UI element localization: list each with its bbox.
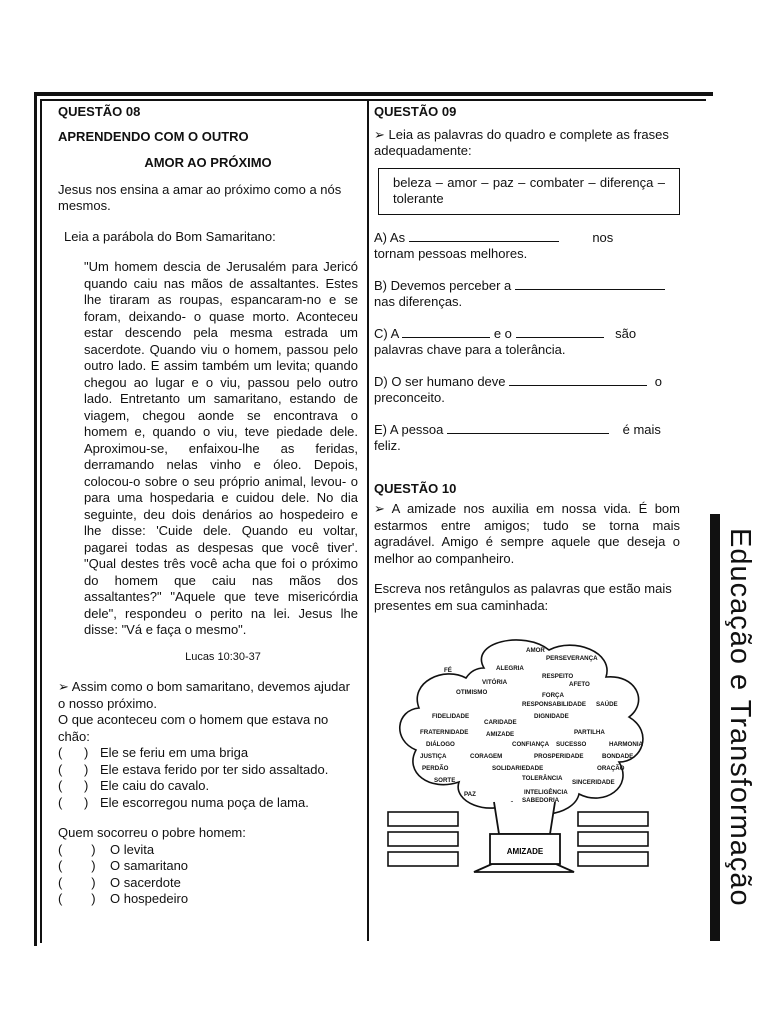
fill-c-line2: palavras chave para a tolerância. bbox=[374, 342, 566, 357]
fill-item-b bbox=[374, 277, 680, 311]
option-text: O sacerdote bbox=[110, 874, 181, 890]
fill-d-blank[interactable] bbox=[509, 373, 647, 386]
tree-word: AFETO bbox=[569, 681, 590, 688]
q08-options-1 bbox=[58, 745, 358, 811]
tree-word: SORTE bbox=[434, 777, 456, 784]
fill-d-suffix: o bbox=[654, 373, 662, 389]
tree-word: SUCESSO bbox=[556, 741, 587, 748]
option-item[interactable]: ( ) Ele escorregou numa poça de lama. bbox=[58, 794, 309, 810]
option-text: O levita bbox=[110, 841, 155, 857]
q08-question-2: Quem socorreu o pobre homem: bbox=[58, 825, 246, 840]
answer-box[interactable] bbox=[388, 832, 458, 846]
q08-parable: "Um homem descia de Jerusalém para Jericó quando caiu nas mãos de assaltantes. Estes lhe tiraram as roupas, espancaram-no e se foram, deixando- o quase morto. Aconteceu estar descendo pela mesma estrada um sacerdote. Quando viu o homem, passou pelo outro lado. E assim também um levita; quando chegou ao lugar e o viu, passou pelo outro lado. Entretanto um samaritano, estando de viagem, chegou aonde se encontrava o homem e, quando o viu, teve piedade dele. Aproximou-se, enfaixou-lhe as feridas, derramando nelas vinho e óleo. Depois, colocou-o sobre o seu próprio animal, levou- o para uma hospedaria e cuidou dele. No dia seguinte, deu dois denários ao hospedeiro e lhe disse: 'Cuide dele. Quando eu voltar, pagarei todas as despesas que você tiver'. "Qual destes três você acha que foi o próximo do homem que caiu nas mãos dos assaltantes?" "Aquele que teve misericórdia dele", respondeu o perito na lei. Jesus lhe disse: "Vá e faça o mesmo". bbox=[84, 259, 358, 637]
question-09-10-column bbox=[374, 104, 680, 884]
fill-d-line2: preconceito. bbox=[374, 390, 445, 405]
answer-box[interactable] bbox=[578, 812, 648, 826]
side-title-text: Educação e Transformação bbox=[724, 528, 756, 907]
answer-box[interactable] bbox=[388, 812, 458, 826]
fill-c-blank-1[interactable] bbox=[402, 325, 490, 338]
tree-word: SINCERIDADE bbox=[572, 779, 615, 786]
q08-options-2 bbox=[58, 842, 358, 908]
option-text: Ele escorregou numa poça de lama. bbox=[100, 794, 309, 810]
q10-text: ➢ A amizade nos auxilia em nossa vida. É bom estarmos entre amigos; tudo se torna mais agradável. Amigo é sempre aquele que deseja o melhor ao companheiro. bbox=[374, 501, 680, 566]
q08-question-1: O que aconteceu com o homem que estava no chão: bbox=[58, 712, 329, 744]
tree-word: TOLERÂNCIA bbox=[522, 775, 563, 782]
tree-word: PAZ bbox=[464, 791, 476, 798]
tree-word: BONDADE bbox=[602, 753, 634, 760]
fill-item-d bbox=[374, 373, 680, 407]
word-box bbox=[378, 168, 680, 215]
answer-box[interactable] bbox=[388, 852, 458, 866]
option-item[interactable]: ( ) Ele caiu do cavalo. bbox=[58, 778, 210, 793]
tree-word: RESPEITO bbox=[542, 673, 574, 680]
fill-c-prefix: C) A bbox=[374, 325, 399, 341]
question-08-column bbox=[58, 104, 358, 908]
option-text: O hospedeiro bbox=[110, 891, 189, 906]
q09-instruction: ➢ Leia as palavras do quadro e complete as frases adequadamente: bbox=[374, 126, 669, 158]
fill-b-prefix: B) Devemos perceber a bbox=[374, 277, 512, 293]
tree-word: FIDELIDADE bbox=[432, 713, 470, 720]
option-item[interactable]: ( ) Ele se feriu em uma briga bbox=[58, 745, 249, 760]
tree-word: AMIZADE bbox=[486, 731, 515, 738]
fill-e-blank[interactable] bbox=[447, 421, 609, 434]
trunk-label: AMIZADE bbox=[506, 847, 544, 856]
tree-word: ALEGRIA bbox=[496, 665, 524, 672]
option-item[interactable]: ( ) O hospedeiro bbox=[58, 891, 189, 906]
q10-heading: QUESTÃO 10 bbox=[374, 480, 457, 496]
q10-instruction: Escreva nos retângulos as palavras que estão mais presentes em sua caminhada: bbox=[374, 581, 672, 613]
fill-item-c bbox=[374, 325, 680, 359]
tree-word: SOLIDARIEDADE bbox=[492, 765, 544, 772]
tree-word: PARTILHA bbox=[574, 729, 605, 736]
fill-a-suffix: nos bbox=[592, 229, 614, 245]
tree-word: PERSEVERANÇA bbox=[546, 655, 598, 662]
tree-word: DIGNIDADE bbox=[534, 713, 569, 720]
q09-heading: QUESTÃO 09 bbox=[374, 104, 457, 119]
q08-intro: Jesus nos ensina a amar ao próximo como a nós mesmos. bbox=[58, 181, 342, 213]
friendship-tree-illustration bbox=[374, 622, 674, 884]
q08-lead: Leia a parábola do Bom Samaritano: bbox=[64, 228, 276, 244]
tree-word: HARMONIA bbox=[609, 741, 644, 748]
tree-word: DIÁLOGO bbox=[426, 741, 455, 748]
option-text: Ele caiu do cavalo. bbox=[100, 778, 210, 793]
tree-word: VITÓRIA bbox=[482, 679, 508, 686]
tree-word: CORAGEM bbox=[470, 753, 503, 760]
fill-item-a bbox=[374, 229, 680, 263]
fill-b-line2: nas diferenças. bbox=[374, 294, 463, 309]
fill-c-blank-2[interactable] bbox=[516, 325, 604, 338]
fill-d-prefix: D) O ser humano deve bbox=[374, 373, 506, 389]
fill-b-blank[interactable] bbox=[515, 277, 665, 290]
option-item[interactable]: ( ) O samaritano bbox=[58, 858, 189, 873]
option-text: O samaritano bbox=[110, 858, 189, 873]
q08-heading: QUESTÃO 08 bbox=[58, 104, 141, 119]
fill-a-line2: tornam pessoas melhores. bbox=[374, 246, 528, 261]
tree-word: FRATERNIDADE bbox=[420, 729, 469, 736]
fill-c-mid: e o bbox=[493, 325, 512, 341]
tree-word: OTIMISMO bbox=[456, 689, 488, 696]
tree-word: SABEDORIA bbox=[522, 797, 560, 804]
fill-item-e bbox=[374, 421, 680, 455]
q08-task: ➢ Assim como o bom samaritano, devemos ajudar o nosso próximo. bbox=[58, 679, 350, 711]
option-item[interactable]: ( ) O sacerdote bbox=[58, 874, 181, 890]
tree-word: CARIDADE bbox=[484, 719, 517, 726]
fill-a-blank[interactable] bbox=[409, 229, 559, 242]
tree-word: PROSPERIDADE bbox=[534, 753, 584, 760]
fill-e-prefix: E) A pessoa bbox=[374, 421, 444, 437]
side-title bbox=[722, 528, 762, 948]
answer-box[interactable] bbox=[578, 832, 648, 846]
answer-box[interactable] bbox=[578, 852, 648, 866]
fill-a-prefix: A) As bbox=[374, 229, 406, 245]
fill-e-line2: feliz. bbox=[374, 438, 401, 453]
q08-reference: Lucas 10:30-37 bbox=[185, 650, 261, 663]
option-text: Ele se feriu em uma briga bbox=[100, 745, 249, 760]
tree-word: RESPONSABILIDADE bbox=[522, 701, 586, 708]
option-text: Ele estava ferido por ter sido assaltado. bbox=[100, 761, 329, 777]
fill-e-suffix: é mais bbox=[622, 421, 661, 437]
word-box-text: beleza – amor – paz – combater – diferença – tolerante bbox=[393, 174, 665, 206]
fill-c-suffix: são bbox=[615, 325, 637, 341]
tree-word: PERDÃO bbox=[422, 765, 449, 772]
tree-word: ORAÇÃO bbox=[597, 765, 625, 772]
q08-title: APRENDENDO COM O OUTRO bbox=[58, 128, 249, 144]
tree-word: CONFIANÇA bbox=[512, 741, 550, 748]
option-item[interactable]: ( ) Ele estava ferido por ter sido assaltado. bbox=[58, 761, 329, 777]
option-item[interactable]: ( ) O levita bbox=[58, 841, 155, 857]
tree-word: JUSTIÇA bbox=[420, 753, 447, 760]
q08-subtitle: AMOR AO PRÓXIMO bbox=[144, 155, 272, 170]
tree-word: AMOR bbox=[526, 647, 545, 654]
side-bar bbox=[710, 514, 720, 941]
tree-word: INTELIGÊNCIA bbox=[524, 789, 568, 796]
tree-word: FÉ bbox=[444, 667, 452, 674]
tree-word: SAÚDE bbox=[596, 701, 618, 708]
column-divider bbox=[367, 100, 369, 941]
tree-word: FORÇA bbox=[542, 692, 564, 699]
